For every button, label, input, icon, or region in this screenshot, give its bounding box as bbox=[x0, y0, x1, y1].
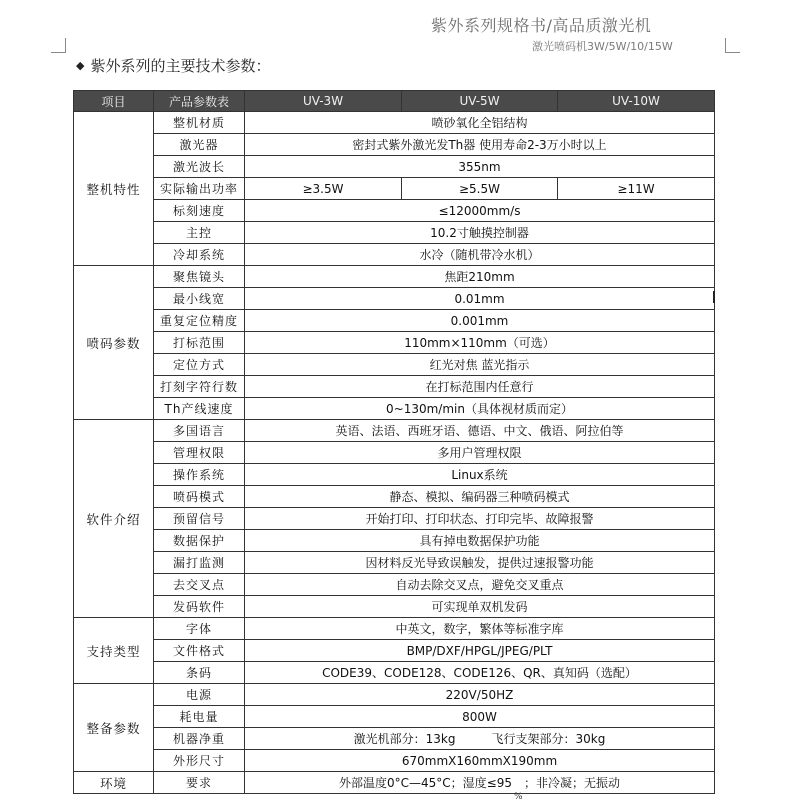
param-cell: 外形尺寸 bbox=[154, 750, 245, 772]
param-cell: 操作系统 bbox=[154, 464, 245, 486]
table-row bbox=[74, 288, 715, 310]
header-cell: UV-5W bbox=[402, 91, 558, 112]
category-cell: 整备参数 bbox=[74, 684, 154, 772]
table-row bbox=[74, 530, 715, 552]
param-cell: 多国语言 bbox=[154, 420, 245, 442]
value-cell: 可实现单双机发码 bbox=[245, 596, 715, 618]
value-cell: 中英文，数字，繁体等标准字库 bbox=[245, 618, 715, 640]
value-cell: 具有掉电数据保护功能 bbox=[245, 530, 715, 552]
category-cell: 支持类型 bbox=[74, 618, 154, 684]
table-row bbox=[74, 728, 715, 750]
value-cell: 静态、模拟、编码器三种喷码模式 bbox=[245, 486, 715, 508]
value-cell: 密封式紫外激光发Th器 使用寿命2-3万小时以上 bbox=[245, 134, 715, 156]
table-row bbox=[74, 618, 715, 640]
value-cell: 220V/50HZ bbox=[245, 684, 715, 706]
table-row bbox=[74, 332, 715, 354]
table-row bbox=[74, 354, 715, 376]
value-cell: 355nm bbox=[245, 156, 715, 178]
table-header-row bbox=[74, 91, 715, 112]
param-cell: 打标范围 bbox=[154, 332, 245, 354]
table-row bbox=[74, 706, 715, 728]
param-cell: 聚焦镜头 bbox=[154, 266, 245, 288]
category-cell: 环境 bbox=[74, 772, 154, 794]
param-cell: 喷码模式 bbox=[154, 486, 245, 508]
category-cell: 喷码参数 bbox=[74, 266, 154, 420]
table-row bbox=[74, 112, 715, 134]
header-cell: UV-10W bbox=[558, 91, 715, 112]
value-cell: 喷砂氧化全铝结构 bbox=[245, 112, 715, 134]
param-cell: 最小线宽 bbox=[154, 288, 245, 310]
value-cell: 红光对焦 蓝光指示 bbox=[245, 354, 715, 376]
table-row bbox=[74, 574, 715, 596]
param-cell: 激光波长 bbox=[154, 156, 245, 178]
param-cell: 管理权限 bbox=[154, 442, 245, 464]
value-cell: BMP/DXF/HPGL/JPEG/PLT bbox=[245, 640, 715, 662]
diamond-bullet-icon: ◆ bbox=[76, 59, 85, 72]
param-cell: 重复定位精度 bbox=[154, 310, 245, 332]
table-row bbox=[74, 508, 715, 530]
value-cell: 10.2寸触摸控制器 bbox=[245, 222, 715, 244]
table-row bbox=[74, 684, 715, 706]
spec-table bbox=[73, 90, 715, 794]
param-cell: 漏打监测 bbox=[154, 552, 245, 574]
param-cell: 耗电量 bbox=[154, 706, 245, 728]
value-cell: 因材料反光导致误触发，提供过速报警功能 bbox=[245, 552, 715, 574]
value-cell: 英语、法语、西班牙语、德语、中文、俄语、阿拉伯等 bbox=[245, 420, 715, 442]
value-cell: 0~130m/min（具体视材质而定） bbox=[245, 398, 715, 420]
table-row bbox=[74, 442, 715, 464]
param-cell: 冷却系统 bbox=[154, 244, 245, 266]
table-row bbox=[74, 464, 715, 486]
table-row bbox=[74, 222, 715, 244]
category-cell: 软件介绍 bbox=[74, 420, 154, 618]
document-title: 紫外系列规格书/高品质激光机 bbox=[431, 16, 652, 35]
value-cell: 水冷（随机带冷水机） bbox=[245, 244, 715, 266]
param-cell: 定位方式 bbox=[154, 354, 245, 376]
table-row bbox=[74, 486, 715, 508]
header-cell: UV-3W bbox=[245, 91, 402, 112]
value-cell: 外部温度0°C—45°C；湿度≤95 ；非冷凝；无振动 bbox=[245, 772, 715, 794]
value-cell: ≥5.5W bbox=[402, 178, 558, 200]
table-row bbox=[74, 640, 715, 662]
param-cell: 数据保护 bbox=[154, 530, 245, 552]
param-cell: 打刻字符行数 bbox=[154, 376, 245, 398]
table-row bbox=[74, 266, 715, 288]
param-cell: 发码软件 bbox=[154, 596, 245, 618]
value-cell: 激光机部分：13kg 飞行支架部分：30kg bbox=[245, 728, 715, 750]
value-cell: CODE39、CODE128、CODE126、QR、真知码（选配） bbox=[245, 662, 715, 684]
value-cell: 670mmX160mmX190mm bbox=[245, 750, 715, 772]
param-cell: Th产线速度 bbox=[154, 398, 245, 420]
param-cell: 电源 bbox=[154, 684, 245, 706]
footer-mark: % bbox=[514, 792, 523, 802]
table-row bbox=[74, 244, 715, 266]
param-cell: 条码 bbox=[154, 662, 245, 684]
param-cell: 要求 bbox=[154, 772, 245, 794]
param-cell: 字体 bbox=[154, 618, 245, 640]
table-row bbox=[74, 552, 715, 574]
value-cell: 在打标范围内任意行 bbox=[245, 376, 715, 398]
table-row bbox=[74, 376, 715, 398]
param-cell: 标刻速度 bbox=[154, 200, 245, 222]
value-cell: 焦距210mm bbox=[245, 266, 715, 288]
param-cell: 主控 bbox=[154, 222, 245, 244]
table-row bbox=[74, 398, 715, 420]
cursor-mark bbox=[713, 291, 715, 303]
table-body bbox=[74, 112, 715, 794]
table-row bbox=[74, 310, 715, 332]
param-cell: 实际输出功率 bbox=[154, 178, 245, 200]
param-cell: 机器净重 bbox=[154, 728, 245, 750]
header-cell: 项目 bbox=[74, 91, 154, 112]
value-cell: ≥3.5W bbox=[245, 178, 402, 200]
table-row bbox=[74, 156, 715, 178]
section-heading bbox=[76, 55, 270, 76]
document-subtitle: 激光喷码机3W/5W/10/15W bbox=[532, 40, 673, 53]
value-cell: 0.01mm bbox=[245, 288, 715, 310]
table-row bbox=[74, 750, 715, 772]
param-cell: 整机材质 bbox=[154, 112, 245, 134]
value-cell: ≥11W bbox=[558, 178, 715, 200]
param-cell: 去交叉点 bbox=[154, 574, 245, 596]
value-cell: Linux系统 bbox=[245, 464, 715, 486]
value-cell: 开始打印、打印状态、打印完毕、故障报警 bbox=[245, 508, 715, 530]
table-row bbox=[74, 596, 715, 618]
value-cell: 0.001mm bbox=[245, 310, 715, 332]
header-cell: 产品参数表 bbox=[154, 91, 245, 112]
corner-mark-left bbox=[51, 38, 66, 53]
param-cell: 预留信号 bbox=[154, 508, 245, 530]
value-cell: 110mm×110mm（可选） bbox=[245, 332, 715, 354]
table-row bbox=[74, 200, 715, 222]
corner-mark-right bbox=[725, 38, 740, 53]
value-cell: ≤12000mm/s bbox=[245, 200, 715, 222]
table-row bbox=[74, 662, 715, 684]
table-row bbox=[74, 420, 715, 442]
value-cell: 800W bbox=[245, 706, 715, 728]
category-cell: 整机特性 bbox=[74, 112, 154, 266]
param-cell: 激光器 bbox=[154, 134, 245, 156]
table-row bbox=[74, 178, 715, 200]
value-cell: 自动去除交叉点，避免交叉重点 bbox=[245, 574, 715, 596]
section-title: 紫外系列的主要技术参数： bbox=[90, 57, 271, 75]
param-cell: 文件格式 bbox=[154, 640, 245, 662]
value-cell: 多用户管理权限 bbox=[245, 442, 715, 464]
table-row bbox=[74, 134, 715, 156]
table-row bbox=[74, 772, 715, 794]
